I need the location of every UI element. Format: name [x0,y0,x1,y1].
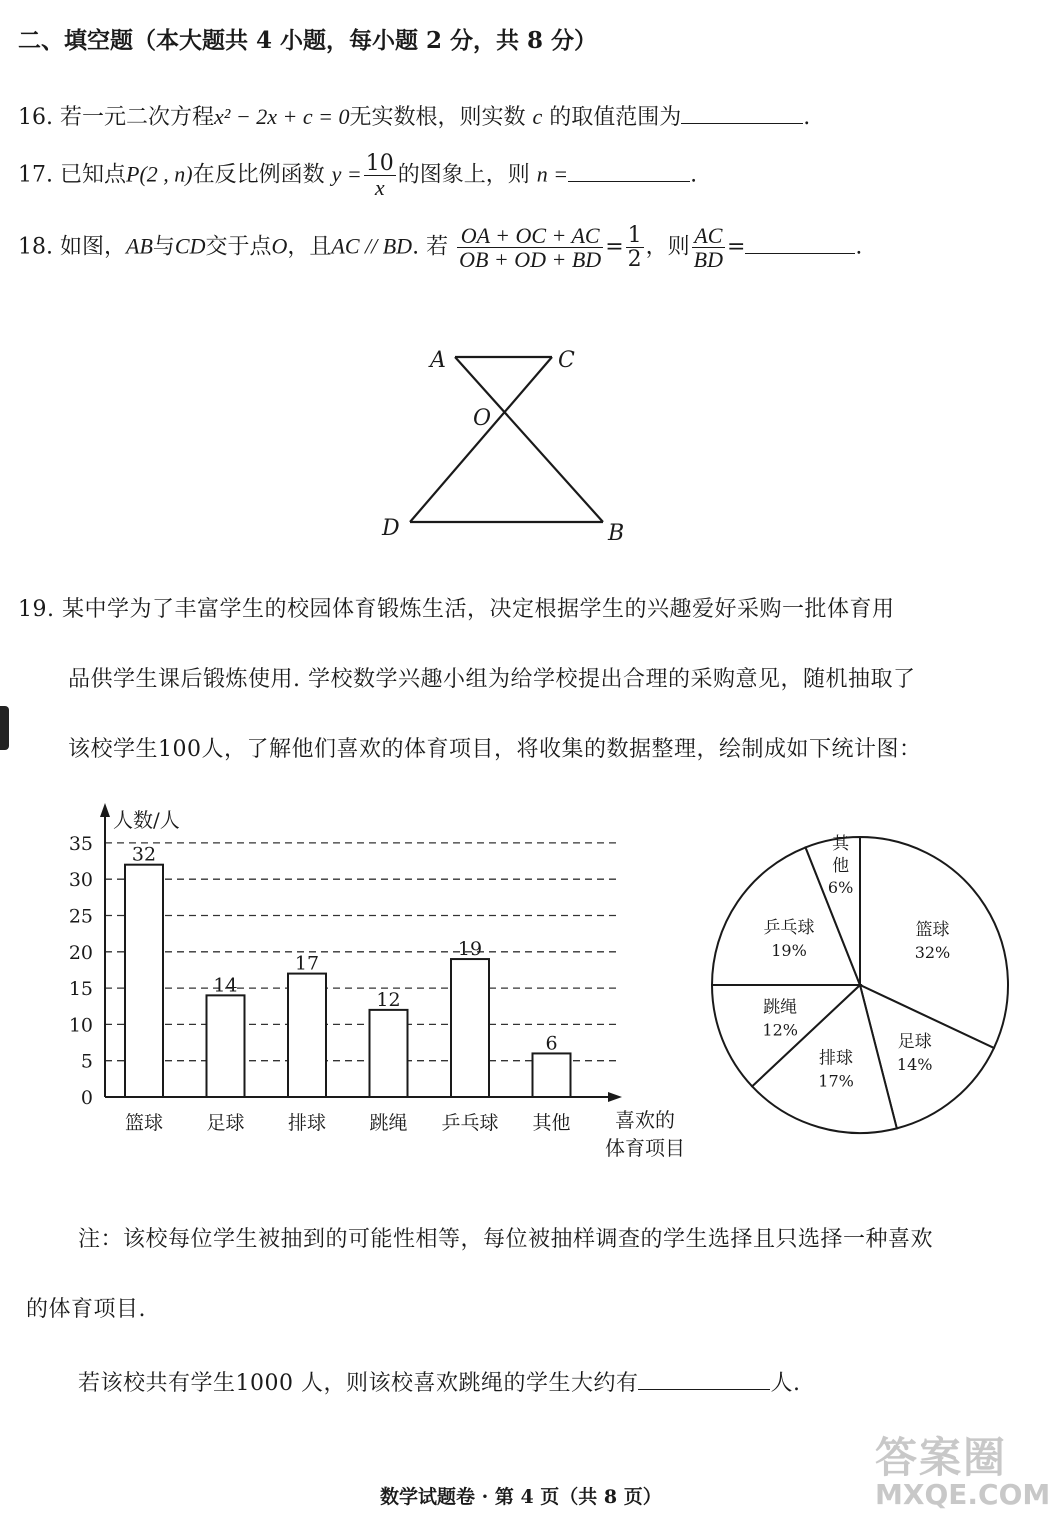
bar-value-label: 14 [213,974,238,997]
half-fraction [626,224,644,271]
y-tick-label: 20 [68,941,93,964]
x-axis-arrow [608,1092,622,1102]
x-axis-title-line-2: 体育项目 [605,1136,685,1160]
label-o: O [473,406,492,431]
pie-slice-percent: 6% [827,878,854,898]
period: . [855,234,863,260]
fraction-numerator: OA + OC + AC [457,224,603,248]
pie-slice-name: 跳绳 [763,997,798,1018]
bar-1 [125,865,163,1097]
y-tick-label: 30 [68,869,93,892]
x-category-label: 排球 [287,1112,327,1134]
question-number: 19. [18,597,55,622]
bar-4 [370,1010,408,1097]
point-p: P(2 , n) [126,161,193,187]
pie-slice-percent: 32% [914,943,951,963]
fraction-denominator: 2 [627,247,642,273]
answer-blank[interactable] [638,1388,770,1390]
pie-slice-name: 篮球 [915,920,950,941]
fraction-numerator: 10 [365,151,394,176]
y-tick-label: 25 [68,905,93,928]
question-16 [18,100,810,131]
geometry-figure [370,335,640,550]
question-text: ，则 [645,234,690,260]
question-text: 已知点 [60,162,127,188]
bar-value-label: 17 [294,952,320,975]
fraction-numerator: AC [692,224,725,248]
target-fraction [692,224,725,271]
question-text: ，且 [287,234,332,260]
pie-slice-percent: 12% [762,1020,798,1040]
note-line-2: 的体育项目. [26,1297,146,1322]
segment-cd: CD [174,233,206,259]
note-line-1: 注：该校每位学生被抽到的可能性相等，每位被抽样调查的学生选择且只选择一种喜欢 [78,1227,934,1252]
fraction-denominator: OB + OD + BD [459,247,602,273]
pie-slice-name: 乒乓球 [763,917,815,938]
answer-blank[interactable] [681,122,803,124]
question-17 [18,152,697,199]
pie-slice-name: 他 [832,856,850,877]
question-text: . 若 [412,234,449,260]
pie-slice-percent: 17% [818,1071,854,1091]
watermark-url: MXQE.COM [875,1478,1051,1511]
x-category-label: 跳绳 [369,1112,408,1134]
label-a: A [430,348,446,373]
question-text: 人. [770,1371,801,1396]
segment-cd-line [410,357,552,522]
y-tick-label: 35 [68,832,93,855]
y-axis-title: 人数/人 [113,808,180,832]
bar-value-label: 12 [376,988,401,1011]
question-text: 的图象上，则 [397,162,530,188]
equation: x² − 2x + c = 0 [214,104,350,129]
equals-sign: = [726,234,746,260]
page-footer: 数学试题卷 · 第 4 页（共 8 页） [380,1486,662,1508]
question-text: 若一元二次方程 [60,105,215,130]
bar-value-label: 32 [131,843,157,866]
y-tick-label: 10 [68,1014,93,1037]
segment-ab: AB [126,233,153,259]
question-text: 的取值范围为 [549,105,682,130]
ratio-fraction [457,224,603,271]
question-19-line-1 [18,592,895,623]
fraction-denominator: x [374,175,385,201]
section-heading: 二、填空题（本大题共 4 小题，每小题 2 分，共 8 分） [18,27,598,54]
x-category-label: 其他 [532,1112,571,1134]
bar-value-label: 6 [545,1032,558,1055]
pie-chart [700,825,1020,1145]
y-tick-label: 0 [80,1087,93,1109]
question-19-line-2: 品供学生课后锻炼使用. 学校数学兴趣小组为给学校提出合理的采购意见，随机抽取了 [68,667,916,692]
bar-3 [288,974,326,1097]
question-text: 与 [152,234,175,260]
period: . [690,162,698,188]
bar-value-label: 19 [457,938,483,961]
question-text: 如图， [60,234,127,260]
fraction [364,152,396,199]
bar-6 [533,1053,571,1097]
parallel-condition: AC // BD [331,233,413,259]
question-19-ask [78,1366,800,1397]
bar-2 [207,995,245,1097]
fraction-denominator: BD [693,247,723,273]
answer-blank[interactable] [568,180,690,182]
label-b: B [608,521,625,546]
variable-c: c [532,104,543,129]
watermark-logo: 答案圈 [875,1433,1008,1482]
question-19-line-3: 该校学生100人，了解他们喜欢的体育项目，将收集的数据整理，绘制成如下统计图： [68,737,922,762]
variable-n: n = [536,161,569,187]
question-text: 交于点 [205,234,272,260]
x-category-label: 足球 [206,1112,245,1134]
question-number: 16. [18,105,53,130]
pie-slice-name: 足球 [897,1032,932,1053]
pie-slice-percent: 19% [771,940,807,960]
x-category-label: 篮球 [124,1112,164,1134]
x-category-label: 乒乓球 [441,1112,499,1134]
function-lhs: y = [331,161,362,187]
bar-chart [60,795,700,1170]
y-tick-label: 15 [68,978,93,1001]
pie-slice-name: 排球 [819,1048,854,1069]
pie-slice-name: 其 [832,834,850,855]
equals-sign: = [605,234,624,260]
pie-slice-percent: 14% [896,1055,933,1075]
label-d: D [382,516,400,541]
question-number: 17. [18,162,53,188]
bar-5 [451,959,489,1097]
fraction-numerator: 1 [627,223,642,248]
page-edge-tab [0,706,9,750]
question-text: 在反比例函数 [192,162,325,188]
question-text: 某中学为了丰富学生的校园体育锻炼生活，决定根据学生的兴趣爱好采购一批体育用 [62,597,895,622]
answer-blank[interactable] [745,252,855,254]
segment-ab-line [455,357,603,522]
question-number: 18. [18,234,53,260]
period: . [803,105,811,130]
question-18 [18,224,862,271]
x-axis-title-line-1: 喜欢的 [615,1108,675,1132]
question-text: 若该校共有学生1000 人，则该校喜欢跳绳的学生大约有 [78,1371,639,1396]
label-c: C [558,348,575,373]
y-tick-label: 5 [80,1050,93,1073]
point-o: O [271,233,288,259]
y-axis-arrow [100,803,110,817]
question-text: 无实数根，则实数 [349,105,526,130]
